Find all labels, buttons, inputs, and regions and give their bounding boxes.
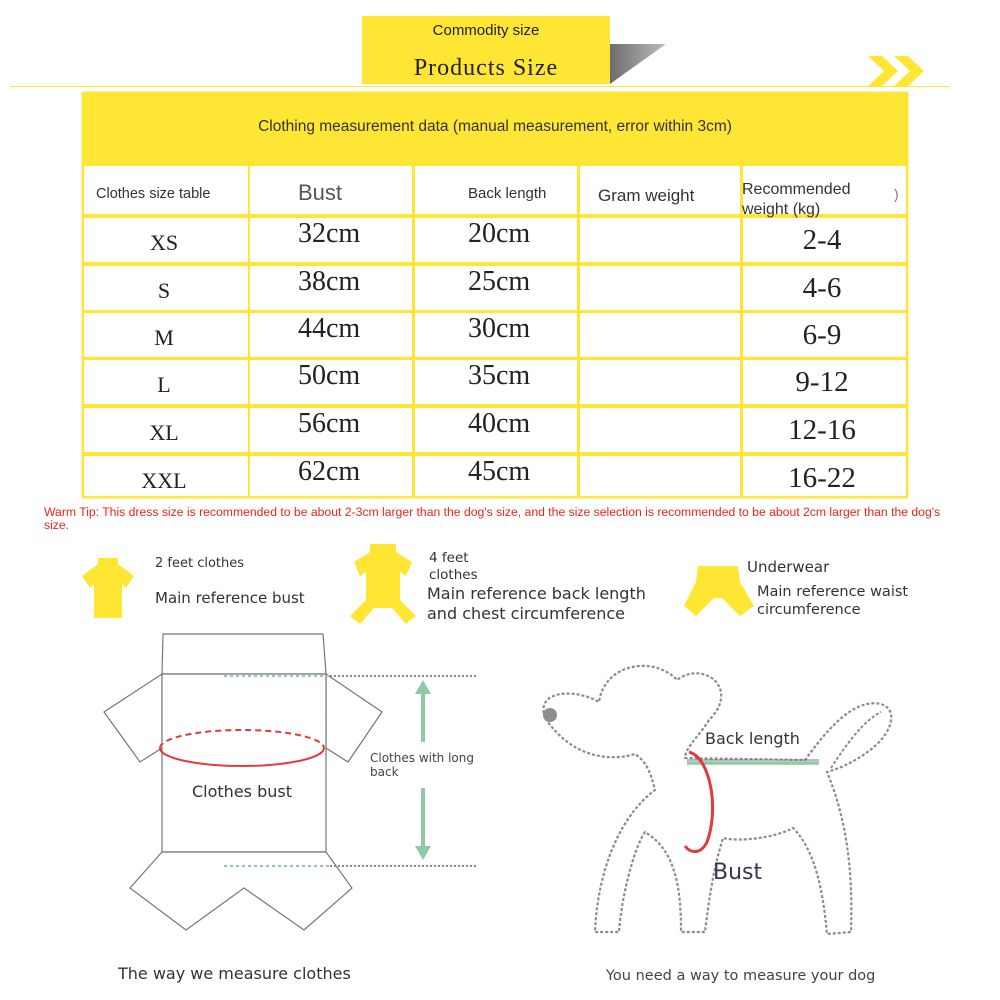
underwear-icon <box>682 564 756 618</box>
bust-cell: 44cm <box>298 313 361 344</box>
page-title: Products Size <box>413 55 559 81</box>
recommended-weight-cell: 16-22 <box>788 462 856 494</box>
four-feet-clothes-icon <box>344 542 422 626</box>
col-back-header: Back length <box>468 185 547 202</box>
header-subtitle: Commodity size <box>432 22 540 39</box>
header-shadow <box>610 44 666 84</box>
col-weight-header: Recommended weight (kg) <box>742 181 851 218</box>
recommended-weight-cell: 2-4 <box>802 224 842 256</box>
dog-diagram-caption: You need a way to measure your dog <box>606 968 876 984</box>
back-length-cell: 45cm <box>468 456 531 487</box>
col-size-header: Clothes size table <box>96 186 211 202</box>
table-cell <box>580 456 740 496</box>
size-cell: M <box>154 325 174 350</box>
bust-cell: 56cm <box>298 408 361 439</box>
type-name-underwear: Underwear <box>747 558 830 576</box>
header-divider <box>10 86 950 87</box>
bust-cell: 32cm <box>298 218 361 249</box>
recommended-weight-cell: 12-16 <box>788 414 856 446</box>
recommended-weight-cell: 6-9 <box>802 319 842 351</box>
double-chevron-icon <box>868 56 928 86</box>
back-length-cell: 20cm <box>468 218 531 249</box>
clothes-diagram-caption: The way we measure clothes <box>118 964 351 983</box>
size-cell: S <box>157 278 171 303</box>
col-gram-header: Gram weight <box>598 186 695 205</box>
dog-diagram <box>535 650 895 950</box>
table-cell <box>580 313 740 357</box>
table-cell <box>580 408 740 452</box>
recommended-weight-cell: 9-12 <box>795 366 849 398</box>
type-desc-2feet: Main reference bust <box>155 589 305 607</box>
warm-tip: Warm Tip: This dress size is recommended to be about 2-3cm larger than the dog's size, and the size selection is recommended to be about 2cm larger than the dog's size. <box>44 505 941 532</box>
clothes-bust-label: Clothes bust <box>192 782 292 801</box>
type-name-2feet: 2 feet clothes <box>155 556 245 571</box>
col-bust-header: Bust <box>298 180 343 205</box>
size-table <box>82 92 908 498</box>
two-feet-clothes-icon <box>80 556 136 620</box>
table-cell <box>580 218 740 262</box>
header-paren: ) <box>894 186 899 202</box>
size-cell: L <box>157 372 171 397</box>
size-cell: XL <box>149 420 179 445</box>
size-cell: XXL <box>141 468 187 493</box>
bust-cell: 50cm <box>298 360 361 391</box>
back-length-cell: 40cm <box>468 408 531 439</box>
table-caption: Clothing measurement data (manual measurement, error within 3cm) <box>258 118 732 135</box>
bust-cell: 62cm <box>298 456 361 487</box>
back-length-label: Back length <box>705 729 800 748</box>
back-length-cell: 30cm <box>468 313 531 344</box>
bust-cell: 38cm <box>298 266 361 297</box>
long-back-label: Clothes with long back <box>370 751 474 779</box>
size-cell: XS <box>149 230 179 255</box>
recommended-weight-cell: 4-6 <box>802 272 842 304</box>
type-desc-4feet: Main reference back length and chest circumference <box>427 584 646 623</box>
type-name-4feet: 4 feet clothes <box>429 550 478 583</box>
table-cell <box>580 266 740 310</box>
dog-bust-label: Bust <box>713 860 763 885</box>
table-cell <box>580 360 740 404</box>
back-length-cell: 35cm <box>468 360 531 391</box>
back-length-cell: 25cm <box>468 266 531 297</box>
type-desc-underwear: Main reference waist circumference <box>757 584 909 618</box>
